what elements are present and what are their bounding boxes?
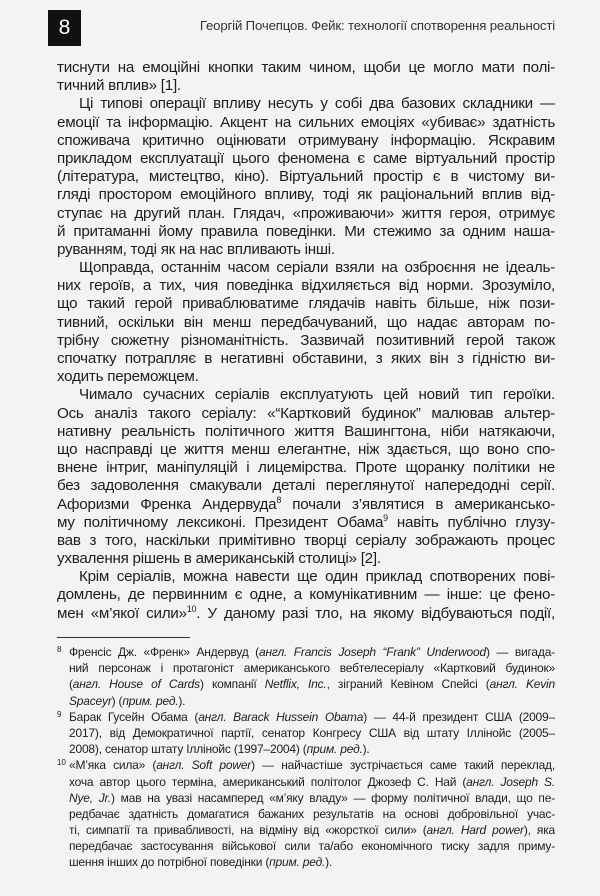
text-line: тиснути на емоційні кнопки таким чином, щоби це могло мати полі-	[57, 59, 555, 76]
text-line: без задоволення смакували деталі переглянутої напередодні серії.	[57, 477, 555, 495]
paragraph	[57, 568, 555, 623]
text-run: англ. Barack Hussein Obama	[198, 709, 364, 724]
text-run: Nye, Jr.	[69, 790, 112, 805]
text-run: . У даному разі тло, на якому відбуваються події,	[196, 604, 555, 622]
footnote-line	[69, 838, 555, 854]
text-line: емоції та інформацію. Акцент на сильних емоціях «убиває» здатність	[57, 113, 555, 131]
paragraph	[57, 259, 555, 386]
text-line	[57, 514, 555, 532]
footnote-number: 8	[57, 645, 62, 654]
text-run: Netflix, Inc.	[264, 677, 327, 692]
text-run: Афоризми Френка Андервуда	[57, 495, 277, 513]
text-run: 2008), сенатор штату Іллінойс (1997–2004) (	[69, 742, 307, 757]
footnote-line	[69, 709, 555, 725]
text-line: Крім серіалів, можна навести ще один приклад спотворених пові-	[79, 568, 555, 586]
text-line: трібну сюжетну різноманітність. Зазвичай позитивний герой також	[57, 331, 555, 349]
footnote	[57, 644, 555, 709]
text-run: ) (	[111, 693, 123, 708]
text-run: ) — вигада-	[485, 645, 555, 659]
text-line: що такий герой приваблюватиме глядачів навіть більше, ніж пози-	[57, 295, 555, 313]
text-line: Ці типові операції впливу несуть у собі два базових складники —	[79, 95, 555, 113]
footnote-line	[69, 676, 555, 692]
footnote	[57, 709, 555, 758]
footnote-line	[69, 725, 555, 741]
text-line: ступає на другий план. Глядач, «проживаючи» життя героя, отримує	[57, 204, 555, 222]
text-run: передбачає застосування військової сили та/або економічного тиску задля приму-	[69, 839, 555, 854]
text-run: мен «м’якої сили»	[57, 604, 187, 622]
text-run: ний персонаж і протагоніст американського вебтелесеріалу «Картковий будинок»	[69, 661, 555, 676]
text-run: ), яка	[523, 823, 556, 838]
text-run: ).	[362, 742, 370, 757]
text-run: (	[69, 677, 73, 692]
footnote-line	[69, 806, 555, 822]
footnote-line	[69, 774, 555, 790]
text-line: вав з того, наскільки примітивно творці серіалу зображають процес	[57, 531, 555, 549]
body-text	[57, 59, 555, 623]
footnote-number: 9	[57, 709, 62, 719]
text-line: тивний, оскільки він менш передбачуваний, що надає авторам по-	[57, 313, 555, 331]
text-run: шення інших до потрібної поведінки (	[69, 855, 270, 870]
page-number: 8	[48, 10, 81, 46]
text-line: Щоправда, останнім часом серіали взяли на озброєння не ідеаль-	[79, 259, 555, 277]
footnote-line	[69, 693, 555, 709]
footnote-line	[69, 644, 555, 660]
text-run: англ. House of Cards	[72, 677, 200, 692]
text-run: Френсіс Дж. «Френк» Андервуд (	[69, 645, 259, 659]
text-run: ) — 44-й президент США (2009–	[363, 709, 555, 724]
text-run: хоча автор цього терміна, американський політолог Джозеф С. Най (	[69, 774, 467, 789]
text-line	[57, 496, 555, 514]
text-run: редбачає здатність домагатися бажаних результатів на основі добровільної учас-	[69, 806, 555, 821]
text-line: споживача критично оцінювати отримувану інформацію. Яскравим	[57, 131, 555, 149]
footnote-line	[69, 660, 555, 676]
text-run: англ. Francis Joseph “Frank” Underwood	[258, 645, 486, 659]
text-run: «М’яка сила» (	[69, 758, 157, 773]
paragraph	[57, 386, 555, 568]
footnote	[57, 757, 555, 870]
text-run: , зіграний Кевіном Спейсі (	[326, 677, 490, 692]
text-line: Чимало сучасних серіалів експлуатують цей новий тип героїки.	[79, 386, 555, 404]
text-run: ) — найчастіше зустрічається саме такий переклад,	[251, 758, 555, 773]
text-line: прикладом експлуатації цього феномена є саме віртуальний простір	[57, 149, 555, 167]
text-run: почали з’являтися в американсько-	[281, 495, 555, 513]
text-run: прим. ред.	[269, 855, 326, 870]
footnote-divider	[57, 637, 190, 638]
footnote-ref[interactable]: 9	[383, 512, 388, 523]
footnotes	[57, 644, 555, 871]
footnote-ref[interactable]: 10	[186, 603, 197, 614]
text-run: Барак Гусейн Обама (	[69, 709, 199, 724]
text-run: Spaceyr	[69, 693, 112, 708]
text-line	[57, 605, 555, 623]
text-line: внене інтриг, маніпуляцій і лицемірства. Проте щоранку політики не	[57, 459, 555, 477]
text-line: них героїв, а тих, чия поведінка відхиляється від норми. Зрозуміло,	[57, 277, 555, 295]
footnote-line	[69, 822, 555, 838]
text-run: ) мав на увазі насамперед «м’яку владу» — форму політичної влади, що пе-	[111, 790, 555, 805]
text-run: навіть публічно глузу-	[387, 513, 555, 531]
text-line: тичний вплив» [1].	[57, 77, 181, 95]
text-run: англ. Kevin	[489, 677, 555, 692]
footnote-line	[69, 854, 555, 870]
text-run: прим. ред.	[122, 693, 179, 708]
text-run: прим. ред.	[306, 742, 363, 757]
footnote-line	[69, 741, 555, 757]
footnote-line	[69, 790, 555, 806]
text-line: Ось аналіз такого серіалу: «“Картковий будинок” малював альтер-	[57, 404, 555, 422]
text-line: руванням, тоді як на нас впливають інші.	[57, 240, 335, 258]
text-line: (література, мистецтво, кіно). Віртуальний простір є в чистому ви-	[57, 168, 555, 186]
text-run: англ. Hard power	[426, 823, 524, 838]
text-line: нативну реальність політичного життя Вашингтона, ніби натякаючи,	[57, 422, 555, 440]
text-line: гляді простором емоційного впливу, тоді як раціональний вплив від-	[57, 186, 555, 204]
paragraph	[57, 59, 555, 95]
text-line: й притаманні йому правила поведінки. Ми стежимо за одним наша-	[57, 222, 555, 240]
paragraph	[57, 95, 555, 259]
text-run: ті, симпатії та привабливості, на відміну від «жорсткої сили» (	[69, 823, 427, 838]
text-run: англ. Joseph S.	[466, 774, 555, 789]
footnote-ref[interactable]: 8	[276, 494, 282, 505]
text-run: ).	[178, 693, 186, 708]
running-title: Георгій Почепцов. Фейк: технології спотворення реальності	[199, 18, 555, 33]
text-run: ).	[325, 855, 333, 870]
text-run: ) компанії	[199, 677, 265, 692]
footnote-number: 10	[57, 758, 66, 768]
text-line: спочатку потрапляє в негативні обставини, з яких він з гідністю ви-	[57, 350, 555, 367]
text-line: ходить переможцем.	[57, 368, 199, 386]
text-line: що насправді це життя менш елегантне, ніж здається, що воно спо-	[57, 440, 555, 458]
footnote-line	[69, 757, 555, 773]
text-line: ухвалення рішень в американській столиці» [2].	[57, 550, 381, 568]
text-line: домлень, де первинним є одне, а комунікативним — інше: це фено-	[57, 586, 555, 604]
text-run: 2017), від Демократичної партії, сенатор Конгресу США від штату Іллінойс (2005–	[69, 725, 555, 740]
text-run: му політичному лексиконі. Президент Обама	[57, 513, 384, 531]
text-run: англ. Soft power	[156, 758, 252, 773]
